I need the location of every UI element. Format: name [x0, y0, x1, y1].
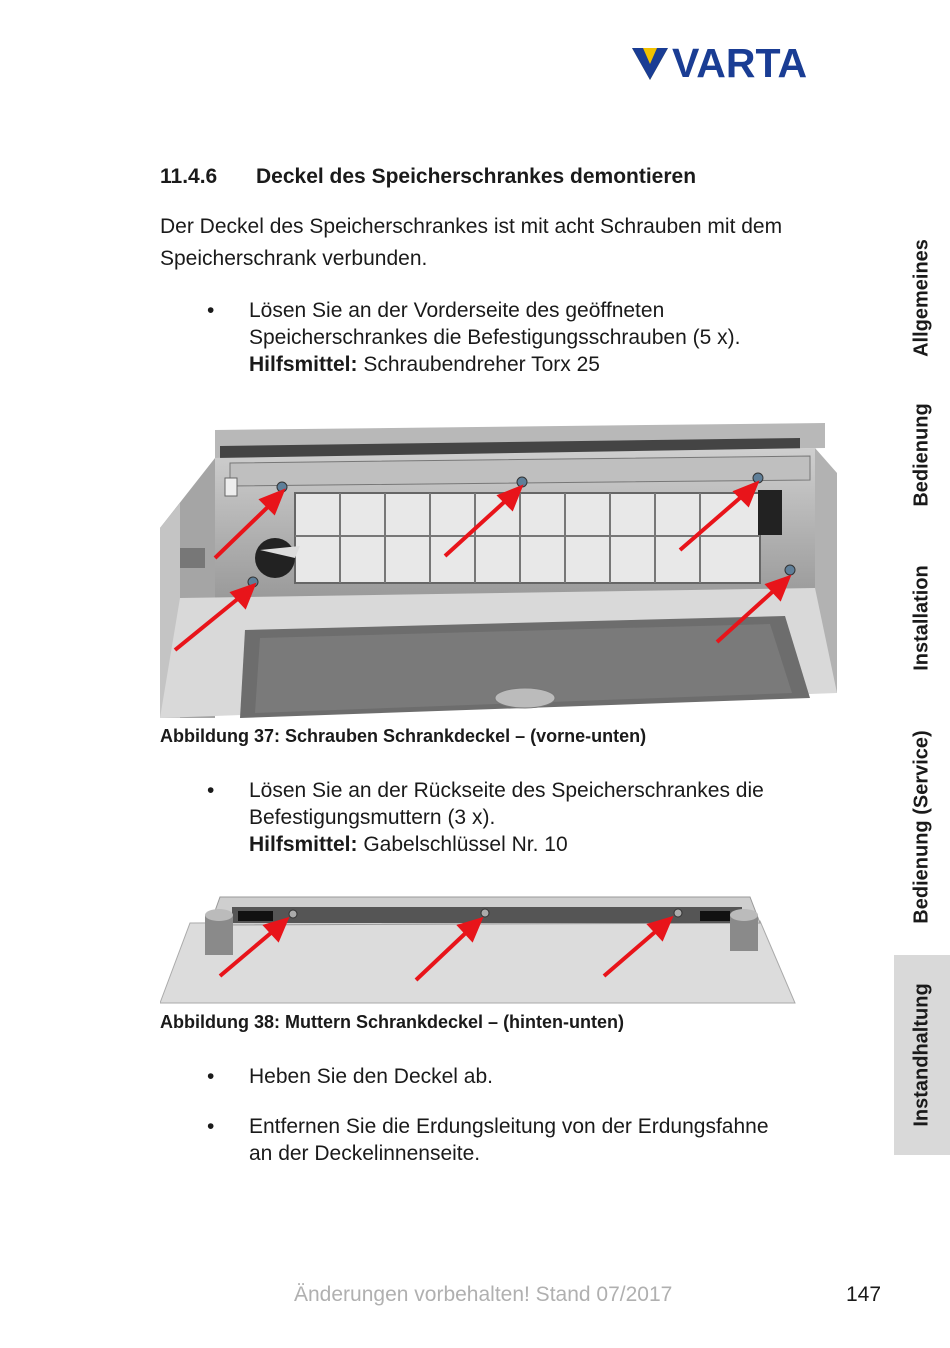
tool-label: Hilfsmittel:: [249, 833, 358, 856]
figure-37-caption: Abbildung 37: Schrauben Schrankdeckel – (vorne-unten): [160, 726, 647, 746]
step-3-line-1: Heben Sie den Deckel ab.: [249, 1065, 493, 1088]
tool-label: Hilfsmittel:: [249, 353, 358, 376]
section-title: Deckel des Speicherschrankes demontieren: [256, 165, 697, 188]
bullet-dot: •: [207, 1065, 215, 1088]
bullet-dot: •: [207, 299, 215, 322]
varta-logo: [632, 40, 842, 86]
tool-name: Gabelschlüssel Nr. 10: [357, 833, 568, 856]
tool-name: Schraubendreher Torx 25: [357, 353, 600, 376]
sidebar-tab-label: Allgemeines: [910, 238, 933, 357]
sidebar-tab-instandhaltung[interactable]: [894, 955, 950, 1155]
varta-shield-icon: [632, 46, 668, 82]
sidebar-tab-label: Installation: [910, 564, 933, 671]
logo-wordmark: VARTA: [672, 40, 808, 86]
sidebar-tab-bedienung[interactable]: [894, 390, 950, 520]
sidebar-tab-label: Instandhaltung: [910, 983, 933, 1127]
step-4-line-2: an der Deckelinnenseite.: [249, 1142, 481, 1165]
page-number: 147: [846, 1283, 882, 1306]
figure-38-caption: Abbildung 38: Muttern Schrankdeckel – (hinten-unten): [160, 1012, 625, 1032]
intro-paragraph: Der Deckel des Speicherschrankes ist mit acht Schrauben mit dem Speicherschrank verbunden.: [160, 215, 783, 270]
figure-37-image: [160, 418, 837, 718]
step-1-line-1: Lösen Sie an der Vorderseite des geöffneten: [249, 299, 665, 322]
step-4-line-1: Entfernen Sie die Erdungsleitung von der Erdungsfahne: [249, 1115, 769, 1138]
sidebar-tab-label: Bedienung: [910, 403, 933, 507]
sidebar-tab-installation[interactable]: [894, 550, 950, 685]
footer-note: Änderungen vorbehalten! Stand 07/2017: [294, 1283, 673, 1306]
step-2-line-2: Befestigungsmuttern (3 x).: [249, 806, 496, 829]
section-heading: [160, 165, 696, 189]
step-1-line-2: Speicherschrankes die Befestigungsschrauben (5 x).: [249, 326, 741, 349]
section-number: 11.4.6: [160, 165, 218, 188]
step-2-line-1: Lösen Sie an der Rückseite des Speicherschrankes die: [249, 779, 764, 802]
figure-38-image: [160, 893, 800, 1005]
bullet-dot: •: [207, 779, 215, 802]
sidebar-tab-label: Bedienung (Service): [910, 730, 933, 924]
sidebar-tab-allgemeines[interactable]: [894, 225, 950, 370]
sidebar-tab-bedienung-service[interactable]: [894, 712, 950, 942]
bullet-dot: •: [207, 1115, 215, 1138]
